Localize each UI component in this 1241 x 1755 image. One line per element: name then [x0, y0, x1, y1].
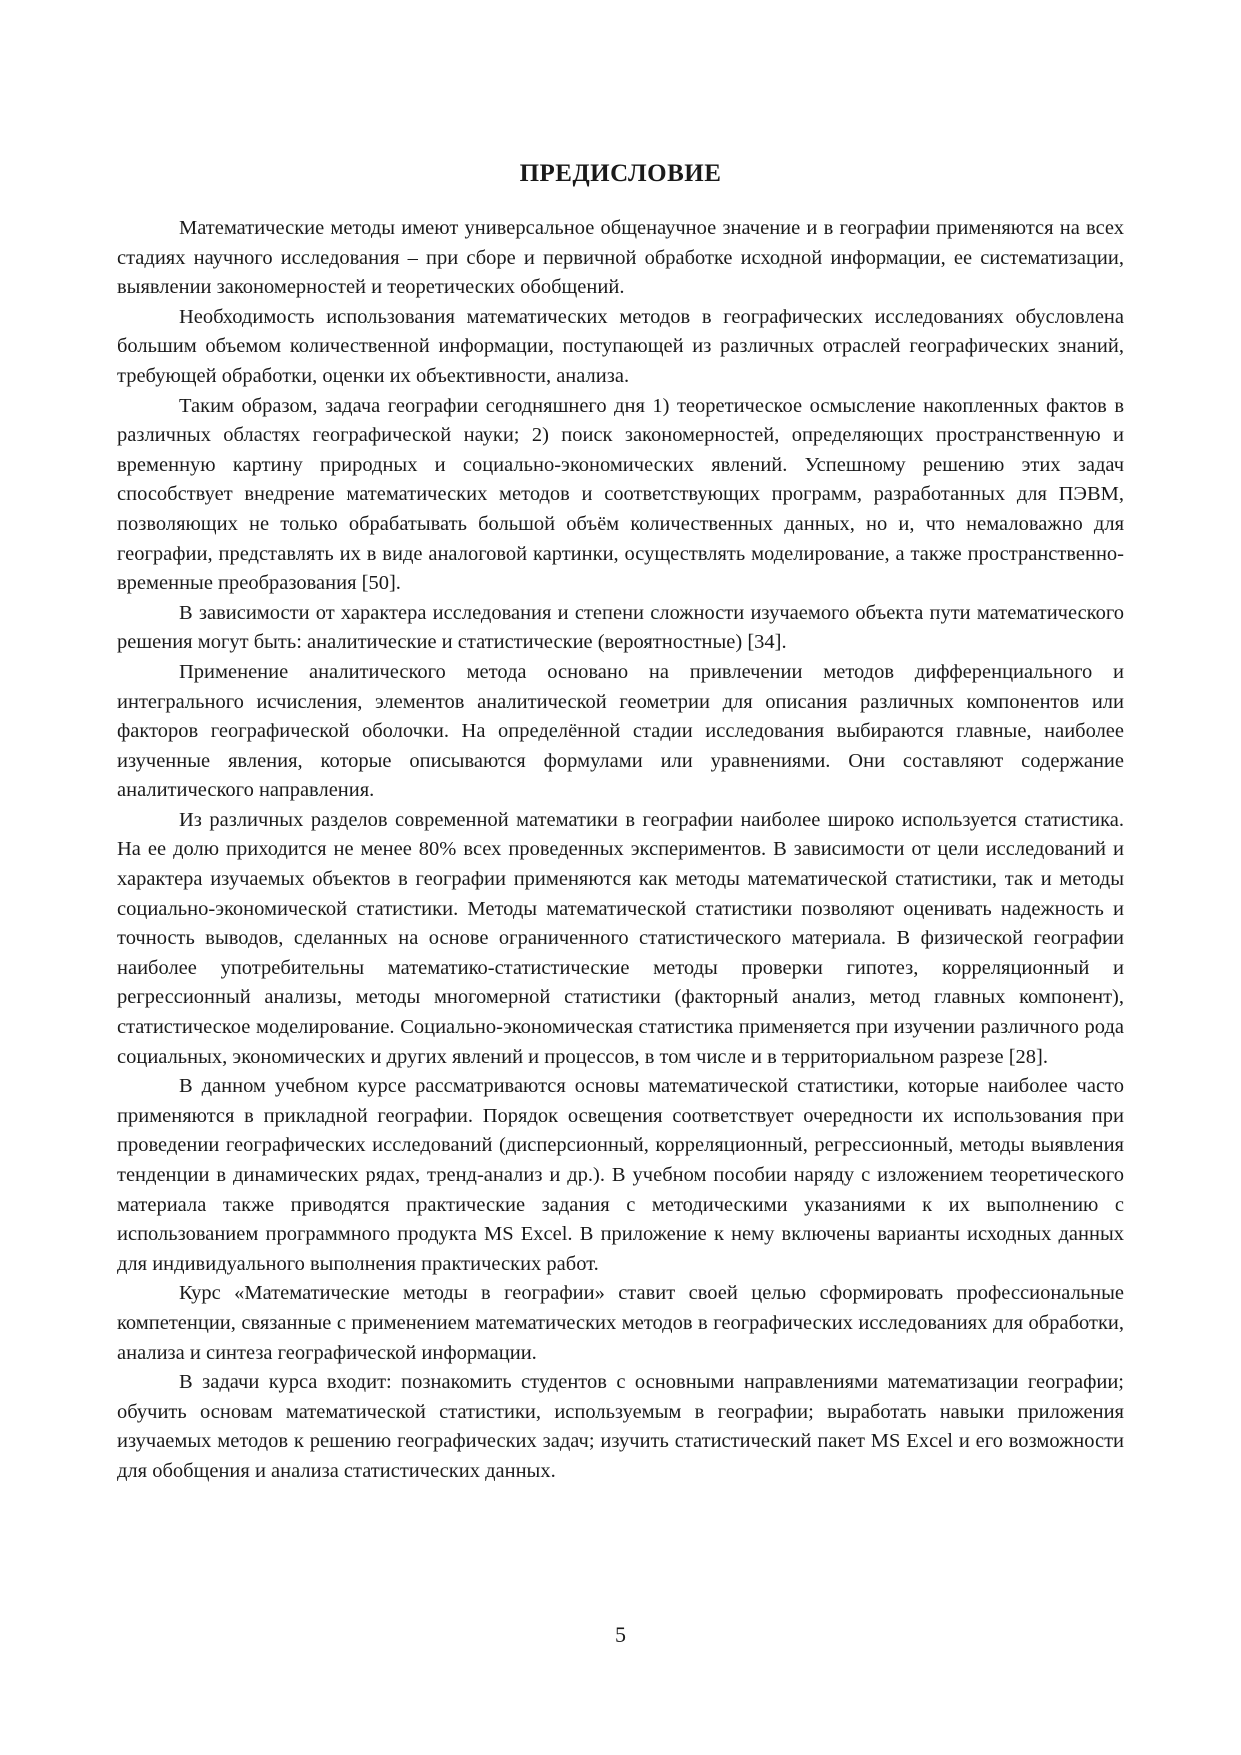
paragraph-4: В зависимости от характера исследования и степени сложности изучаемого объекта пути математического решения могут быть: аналитические и статистические (вероятностные) [34]. — [117, 601, 1124, 654]
paragraph-3: Таким образом, задача географии сегодняшнего дня 1) теоретическое осмысление накопленных фактов в различных областях географической науки; 2) поиск закономерностей, определяющих пространственную и временную картину природных и социально-экономических явлений. Успешному решению этих задач способствует внедрение математических методов и соответствующих программ, разработанных для ПЭВМ, позволяющих не только обрабатывать большой объём количественных данных, но и, что немаловажно для географии, представлять их в виде аналоговой картинки, осуществлять моделирование, а также пространственно-временные преобразования [50]. — [117, 394, 1124, 595]
paragraph-8: Курс «Математические методы в географии» ставит своей целью сформировать профессиональные компетенции, связанные с применением математических методов в географических исследованиях для обработки, анализа и синтеза географической информации. — [117, 1282, 1124, 1364]
paragraph-1: Математические методы имеют универсальное общенаучное значение и в географии применяются на всех стадиях научного исследования – при сборе и первичной обработке исходной информации, ее систематизации, выявлении закономерностей и теоретических обобщений. — [117, 217, 1124, 299]
page-title: ПРЕДИСЛОВИЕ — [519, 160, 722, 187]
paragraph-7: В данном учебном курсе рассматриваются основы математической статистики, которые наиболее часто применяются в прикладной географии. Порядок освещения соответствует очередности их использования при проведении географических исследований (дисперсионный, корреляционный, регрессионный, методы выявления тенденции в динамических рядах, тренд-анализ и др.). В учебном пособии наряду с изложением теоретического материала также приводятся практические задания с методическими указаниями к их выполнению с использованием программного продукта MS Excel. В приложение к нему включены варианты исходных данных для индивидуального выполнения практических работ. — [117, 1075, 1124, 1275]
paragraph-5: Применение аналитического метода основано на привлечении методов дифференциального и интегрального исчисления, элементов аналитической геометрии для описания различных компонентов или факторов географической оболочки. На определённой стадии исследования выбираются главные, наиболее изученные явления, которые описываются формулами или уравнениями. Они составляют содержание аналитического направления. — [117, 660, 1124, 802]
paragraph-2: Необходимость использования математических методов в географических исследованиях обусловлена большим объемом количественной информации, поступающей из различных отраслей географических знаний, требующей обработки, оценки их объективности, анализа. — [117, 305, 1124, 387]
paragraph-6: Из различных разделов современной математики в географии наиболее широко используется статистика. На ее долю приходится не менее 80% всех проведенных экспериментов. В зависимости от цели исследований и характера изучаемых объектов в географии применяются как методы математической статистики, так и методы социально-экономической статистики. Методы математической статистики позволяют оценивать надежность и точность выводов, сделанных на основе ограниченного статистического материала. В физической географии наиболее употребительны математико-статистические методы проверки гипотез, корреляционный и регрессионный анализы, методы многомерной статистики (факторный анализ, метод главных компонент), статистическое моделирование. Социально-экономическая статистика применяется при изучении различного рода социальных, экономических и других явлений и процессов, в том числе и в территориальном разрезе [28]. — [117, 808, 1124, 1068]
paragraph-9: В задачи курса входит: познакомить студентов с основными направлениями математизации географии; обучить основам математической статистики, используемым в географии; выработать навыки приложения изучаемых методов к решению географических задач; изучить статистический пакет MS Excel и его возможности для обобщения и анализа статистических данных. — [117, 1371, 1124, 1482]
body-text — [117, 214, 1124, 1487]
page-number: 5 — [615, 1622, 626, 1647]
